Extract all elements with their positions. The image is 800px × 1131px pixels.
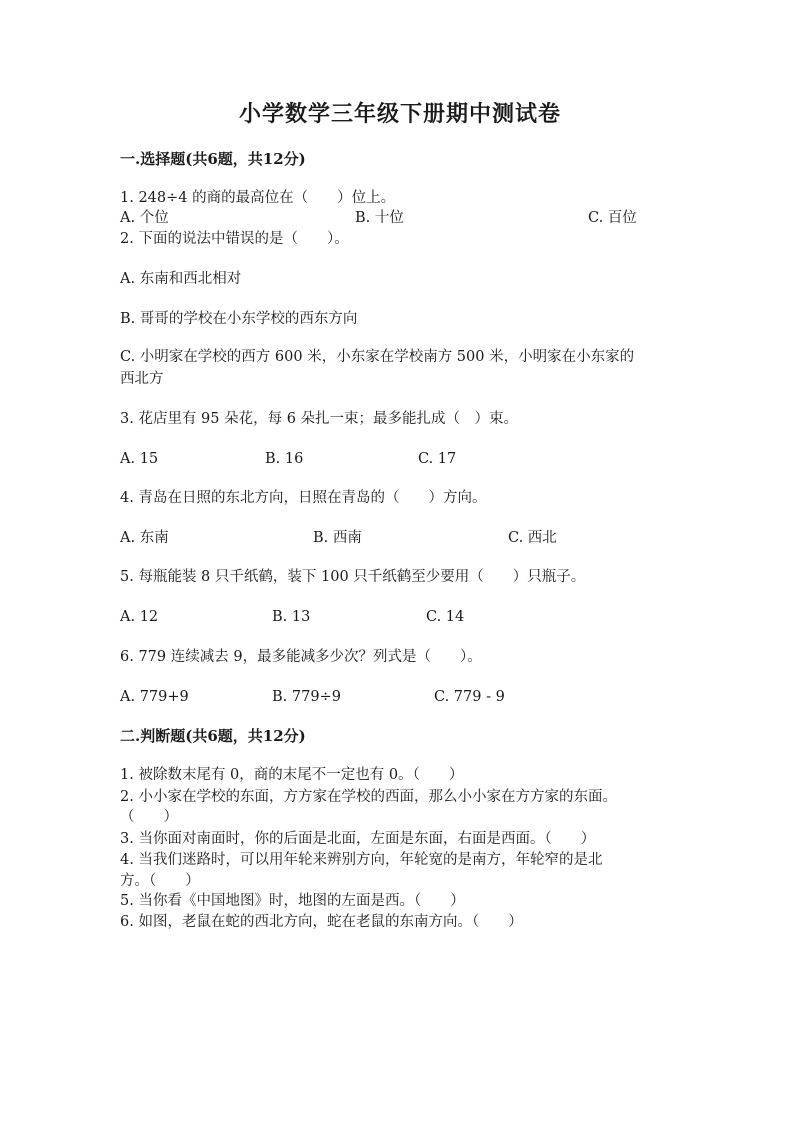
question-4-option-c: C. 西北 <box>508 530 557 546</box>
question-2-stem: 2. 下面的说法中错误的是（ ）。 <box>120 231 349 247</box>
question-4-option-b: B. 西南 <box>313 530 362 546</box>
section-heading-choice: 一.选择题(共6题，共12分) <box>120 150 306 168</box>
page-title: 小学数学三年级下册期中测试卷 <box>238 101 561 127</box>
question-3-stem: 3. 花店里有 95 朵花，每 6 朵扎一束；最多能扎成（ ）束。 <box>120 411 519 427</box>
statement-3: 3. 当你面对南面时，你的后面是北面，左面是东面，右面是西面。（ ） <box>120 831 596 847</box>
statement-4-line2: 方。（ ） <box>120 873 200 889</box>
statement-1: 1. 被除数末尾有 0，商的末尾不一定也有 0。（ ） <box>120 767 464 783</box>
question-6-stem: 6. 779 连续减去 9，最多能减多少次？列式是（ ）。 <box>120 649 482 665</box>
question-5-option-b: B. 13 <box>272 609 311 625</box>
statement-4-line1: 4. 当我们迷路时，可以用年轮来辨别方向，年轮宽的是南方，年轮窄的是北 <box>120 852 603 868</box>
question-5-option-c: C. 14 <box>426 609 465 625</box>
question-1-stem: 1. 248÷4 的商的最高位在（ ）位上。 <box>120 190 396 206</box>
question-5-stem: 5. 每瓶能装 8 只千纸鹤，装下 100 只千纸鹤至少要用（ ）只瓶子。 <box>120 569 586 585</box>
section-heading-judgment: 二.判断题(共6题，共12分) <box>120 727 306 745</box>
question-6-option-b: B. 779÷9 <box>272 689 341 705</box>
statement-2-line2: （ ） <box>120 809 178 825</box>
question-4-stem: 4. 青岛在日照的东北方向，日照在青岛的（ ）方向。 <box>120 490 487 506</box>
question-5-option-a: A. 12 <box>120 609 159 625</box>
question-4-option-a: A. 东南 <box>120 530 169 546</box>
statement-5: 5. 当你看《中国地图》时，地图的左面是西。（ ） <box>120 893 465 909</box>
question-2-option-b: B. 哥哥的学校在小东学校的西东方向 <box>120 311 358 327</box>
statement-6: 6. 如图，老鼠在蛇的西北方向，蛇在老鼠的东南方向。（ ） <box>120 914 523 930</box>
question-3-option-a: A. 15 <box>120 451 159 467</box>
question-1-option-b: B. 十位 <box>355 210 404 226</box>
question-2-option-c-line2: 西北方 <box>120 371 164 387</box>
statement-2-line1: 2. 小小家在学校的东面，方方家在学校的西面，那么小小家在方方家的东面。 <box>120 789 617 805</box>
question-3-option-c: C. 17 <box>418 451 457 467</box>
question-6-option-a: A. 779+9 <box>120 689 189 705</box>
question-1-option-a: A. 个位 <box>120 210 169 226</box>
question-6-option-c: C. 779 - 9 <box>434 689 505 705</box>
question-2-option-a: A. 东南和西北相对 <box>120 271 242 287</box>
question-2-option-c-line1: C. 小明家在学校的西方 600 米，小东家在学校南方 500 米，小明家在小东家的 <box>120 349 635 365</box>
question-3-option-b: B. 16 <box>265 451 304 467</box>
question-1-option-c: C. 百位 <box>588 210 637 226</box>
